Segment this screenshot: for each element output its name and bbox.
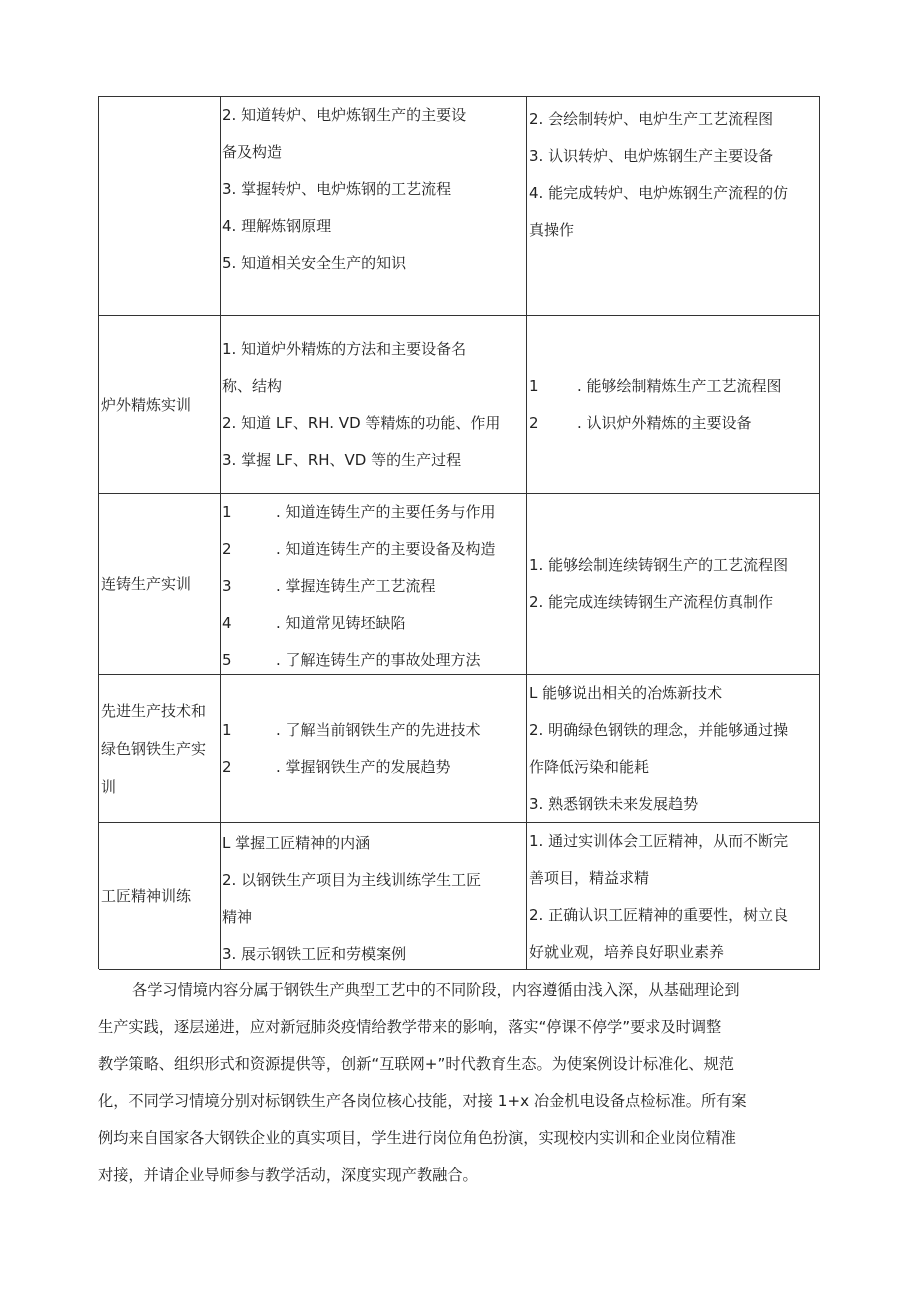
knowledge-line bbox=[222, 568, 526, 605]
table-row bbox=[99, 823, 820, 970]
knowledge-line bbox=[222, 605, 526, 642]
knowledge-line: 4. 理解炼钢原理 bbox=[222, 217, 332, 235]
item-text: . 知道连铸生产的主要任务与作用 bbox=[276, 503, 496, 521]
item-text: . 认识炉外精炼的主要设备 bbox=[577, 413, 752, 432]
knowledge-cell bbox=[221, 494, 527, 674]
category-label: 训 bbox=[101, 777, 117, 796]
skills-line: 1. 通过实训体会工匠精神，从而不断完 bbox=[529, 832, 789, 850]
item-number: 2 bbox=[222, 757, 232, 776]
item-text: . 了解当前钢铁生产的先进技术 bbox=[276, 720, 481, 739]
item-text: . 掌握钢铁生产的发展趋势 bbox=[276, 757, 451, 776]
skills-cell bbox=[527, 97, 820, 315]
category-cell bbox=[99, 494, 221, 674]
knowledge-line bbox=[222, 642, 526, 679]
item-text: . 掌握连铸生产工艺流程 bbox=[276, 577, 436, 595]
skills-cell bbox=[527, 494, 820, 674]
item-text: . 知道连铸生产的主要设备及构造 bbox=[276, 540, 496, 558]
item-text: . 知道常见铸坯缺陷 bbox=[276, 614, 406, 632]
knowledge-line: 3. 掌握 LF、RH、VD 等的生产过程 bbox=[222, 450, 462, 469]
skills-line: L 能够说出相关的冶炼新技术 bbox=[529, 684, 723, 702]
knowledge-line: 2. 知道 LF、RH. VD 等精炼的功能、作用 bbox=[222, 413, 501, 432]
table-row bbox=[99, 97, 820, 316]
knowledge-line: 备及构造 bbox=[222, 143, 283, 161]
category-label: 炉外精炼实训 bbox=[101, 395, 192, 414]
skills-line: 2. 能完成连续铸钢生产流程仿真制作 bbox=[529, 593, 774, 611]
paragraph-line: 生产实践，逐层递进，应对新冠肺炎疫情给教学带来的影响，落实“停课不停学”要求及时调整 bbox=[98, 1018, 722, 1036]
knowledge-cell bbox=[221, 823, 527, 969]
knowledge-line bbox=[222, 749, 526, 786]
item-number: 1 bbox=[222, 720, 232, 739]
skills-line: 好就业观，培养良好职业素养 bbox=[529, 943, 725, 961]
knowledge-line bbox=[222, 531, 526, 568]
skills-line: 作降低污染和能耗 bbox=[529, 758, 650, 776]
category-label: 绿色钢铁生产实 bbox=[101, 739, 207, 758]
item-text: . 能够绘制精炼生产工艺流程图 bbox=[577, 376, 782, 395]
category-cell bbox=[99, 97, 221, 315]
curriculum-table bbox=[98, 96, 820, 969]
knowledge-line: 2. 知道转炉、电炉炼钢生产的主要设 bbox=[222, 106, 467, 124]
item-number: 2 bbox=[529, 413, 539, 432]
knowledge-line bbox=[222, 494, 526, 531]
item-number: 1 bbox=[529, 376, 539, 395]
paragraph-line: 例均来自国家各大钢铁企业的真实项目，学生进行岗位角色扮演，实现校内实训和企业岗位精准 bbox=[98, 1129, 736, 1147]
paragraph-line: 化，不同学习情境分别对标钢铁生产各岗位核心技能，对接 1+x 冶金机电设备点检标准。所有案 bbox=[98, 1092, 747, 1110]
skills-line: 4. 能完成转炉、电炉炼钢生产流程的仿 bbox=[529, 184, 789, 202]
body-paragraph bbox=[98, 972, 820, 1194]
knowledge-line: 精神 bbox=[222, 908, 253, 926]
knowledge-line: 3. 掌握转炉、电炉炼钢的工艺流程 bbox=[222, 180, 452, 198]
skills-line: 3. 熟悉钢铁未来发展趋势 bbox=[529, 795, 699, 813]
item-number: 4 bbox=[222, 614, 232, 632]
category-label: 工匠精神训练 bbox=[101, 887, 192, 905]
item-text: . 了解连铸生产的事故处理方法 bbox=[276, 651, 481, 669]
skills-line bbox=[529, 368, 819, 405]
category-label: 连铸生产实训 bbox=[101, 575, 192, 593]
skills-line bbox=[529, 405, 819, 442]
knowledge-line: 5. 知道相关安全生产的知识 bbox=[222, 254, 407, 272]
table-row bbox=[99, 316, 820, 494]
category-cell bbox=[99, 675, 221, 822]
item-number: 2 bbox=[222, 540, 232, 558]
skills-line: 2. 明确绿色钢铁的理念，并能够通过操 bbox=[529, 721, 789, 739]
item-number: 3 bbox=[222, 577, 232, 595]
knowledge-line bbox=[222, 712, 526, 749]
skills-cell bbox=[527, 675, 820, 822]
paragraph-line: 教学策略、组织形式和资源提供等，创新“互联网+”时代教育生态。为使案例设计标准化、规范 bbox=[98, 1055, 734, 1073]
skills-cell bbox=[527, 823, 820, 969]
knowledge-line: 称、结构 bbox=[222, 376, 283, 395]
knowledge-line: L 掌握工匠精神的内涵 bbox=[222, 834, 371, 852]
category-label: 先进生产技术和 bbox=[101, 701, 207, 720]
skills-line: 3. 认识转炉、电炉炼钢生产主要设备 bbox=[529, 147, 774, 165]
knowledge-line: 2. 以钢铁生产项目为主线训练学生工匠 bbox=[222, 871, 482, 889]
item-number: 1 bbox=[222, 503, 232, 521]
skills-line: 2. 正确认识工匠精神的重要性，树立良 bbox=[529, 906, 789, 924]
knowledge-line: 3. 展示钢铁工匠和劳模案例 bbox=[222, 945, 407, 963]
skills-line: 善项目，精益求精 bbox=[529, 869, 650, 887]
paragraph-line: 对接，并请企业导师参与教学活动，深度实现产教融合。 bbox=[98, 1166, 478, 1184]
category-cell bbox=[99, 823, 221, 969]
category-cell bbox=[99, 316, 221, 493]
table-row bbox=[99, 675, 820, 823]
item-number: 5 bbox=[222, 651, 232, 669]
skills-line: 1. 能够绘制连续铸钢生产的工艺流程图 bbox=[529, 556, 789, 574]
paragraph-line: 各学习情境内容分属于钢铁生产典型工艺中的不同阶段，内容遵循由浅入深，从基础理论到 bbox=[132, 981, 740, 999]
knowledge-line: 1. 知道炉外精炼的方法和主要设备名 bbox=[222, 339, 467, 358]
table-row bbox=[99, 494, 820, 675]
knowledge-cell bbox=[221, 675, 527, 822]
knowledge-cell bbox=[221, 97, 527, 315]
skills-line: 真操作 bbox=[529, 221, 575, 239]
skills-line: 2. 会绘制转炉、电炉生产工艺流程图 bbox=[529, 110, 774, 128]
skills-cell bbox=[527, 316, 820, 493]
knowledge-cell bbox=[221, 316, 527, 493]
